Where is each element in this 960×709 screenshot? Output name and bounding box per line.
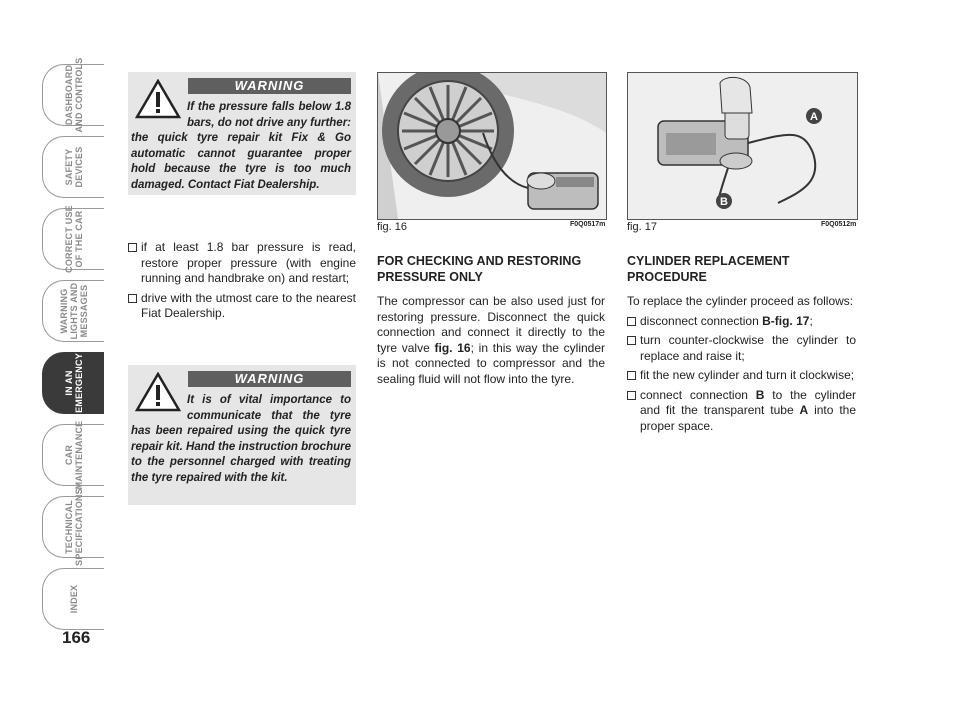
tab-technical-specifications[interactable] bbox=[42, 488, 104, 566]
page-number: 166 bbox=[62, 628, 91, 647]
warning-title: WARNING bbox=[188, 371, 351, 387]
tyre-compressor-illustration bbox=[378, 73, 606, 219]
tab-safety-devices[interactable] bbox=[42, 136, 104, 198]
bullet-list bbox=[128, 240, 356, 326]
figure-17-image bbox=[627, 72, 858, 220]
figure-reference: B-fig. 17 bbox=[762, 313, 810, 328]
tab-index[interactable] bbox=[42, 568, 104, 630]
tab-correct-use[interactable] bbox=[42, 205, 104, 273]
tab-label: DASHBOARD AND CONTROLS bbox=[63, 57, 84, 133]
figure-17-code: F0Q0512m bbox=[821, 221, 857, 228]
list-item-text: into the proper space. bbox=[640, 403, 857, 433]
checkbox-bullet-icon bbox=[627, 391, 636, 400]
label-b: B bbox=[720, 196, 728, 208]
figure-16-code: F0Q0517m bbox=[570, 221, 606, 228]
tab-label: INDEX bbox=[68, 584, 79, 614]
checkbox-bullet-icon bbox=[627, 317, 636, 326]
list-item-text: if at least 1.8 bar pressure is read, restore proper pressure (with engine running and handbrake on) and restart; bbox=[141, 240, 356, 285]
list-item-text: ; bbox=[809, 313, 813, 328]
paragraph-text: The compressor can be also used just for restoring pressure. Disconnect the quick connection and connect it directly to the tyre valve bbox=[377, 294, 605, 355]
section-heading-cylinder: CYLINDER REPLACEMENT PROCEDURE bbox=[627, 254, 790, 284]
warning-text bbox=[131, 393, 351, 486]
warning-text-content: If the pressure falls below 1.8 bars, do not drive any further: the quick tyre repair kit Fix & Go automatic cannot guarantee proper hold because the tyre is too much damaged. Contact Fiat Dealership. bbox=[131, 101, 351, 191]
checkbox-bullet-icon bbox=[128, 294, 137, 303]
figure-16-image bbox=[377, 72, 607, 220]
list-item bbox=[128, 291, 356, 322]
warning-text-content: It is of vital importance to communicate that the tyre has been repaired using the quick tyre repair kit. Hand the instruction brochure to the personnel charged with treating the tyre repaired with the kit. bbox=[131, 394, 351, 484]
list-item bbox=[627, 368, 856, 384]
paragraph-checking bbox=[377, 294, 605, 391]
tab-dashboard-and-controls[interactable] bbox=[42, 57, 104, 133]
intro-text: To replace the cylinder proceed as follows: bbox=[627, 294, 854, 308]
tab-label: SAFETY DEVICES bbox=[63, 146, 84, 188]
checkbox-bullet-icon bbox=[128, 243, 137, 252]
list-item bbox=[627, 314, 856, 330]
warning-title: WARNING bbox=[188, 78, 351, 94]
tube-label: A bbox=[799, 403, 809, 417]
connection-label: B bbox=[755, 387, 765, 402]
tab-label: TECHNICAL SPECIFICATIONS bbox=[63, 488, 84, 566]
figure-reference: fig. 16 bbox=[434, 340, 471, 355]
list-item-text: connect connection bbox=[640, 387, 756, 402]
checkbox-bullet-icon bbox=[627, 336, 636, 345]
tab-warning-lights[interactable] bbox=[42, 280, 104, 342]
tab-in-an-emergency[interactable] bbox=[42, 352, 104, 414]
warning-text bbox=[131, 100, 351, 193]
paragraph-text: ; in this way the cylinder is not connected to compressor and the sealing fluid will not flow into the tyre. bbox=[377, 340, 606, 386]
list-item bbox=[128, 240, 356, 287]
figure-16-caption: fig. 16 bbox=[377, 221, 407, 233]
list-item-text: disconnect connection bbox=[640, 313, 763, 328]
warning-box-2 bbox=[128, 365, 356, 505]
section-heading-checking: FOR CHECKING AND RESTORING PRESSURE ONLY bbox=[377, 254, 582, 284]
tab-label: CORRECT USE OF THE CAR bbox=[63, 205, 84, 273]
tab-label: CAR MAINTENANCE bbox=[63, 420, 84, 490]
list-item bbox=[627, 333, 856, 364]
figure-17-caption: fig. 17 bbox=[627, 221, 657, 233]
tab-car-maintenance[interactable] bbox=[42, 420, 104, 490]
tab-label: WARNING LIGHTS AND MESSAGES bbox=[58, 282, 89, 340]
checkbox-bullet-icon bbox=[627, 371, 636, 380]
list-item-text: fit the new cylinder and turn it clockwise; bbox=[640, 368, 855, 382]
list-item bbox=[627, 388, 856, 435]
warning-box-1 bbox=[128, 72, 356, 195]
list-item-text: turn counter-clockwise the cylinder to replace and raise it; bbox=[640, 333, 856, 363]
label-a: A bbox=[810, 111, 818, 123]
tab-label: IN AN EMERGENCY bbox=[63, 353, 84, 413]
cylinder-replacement-illustration bbox=[628, 73, 857, 219]
paragraph-cylinder bbox=[627, 294, 856, 438]
list-item-text: to the cylinder and fit the transparent tube bbox=[640, 387, 856, 417]
list-item-text: drive with the utmost care to the nearest Fiat Dealership. bbox=[141, 290, 356, 320]
